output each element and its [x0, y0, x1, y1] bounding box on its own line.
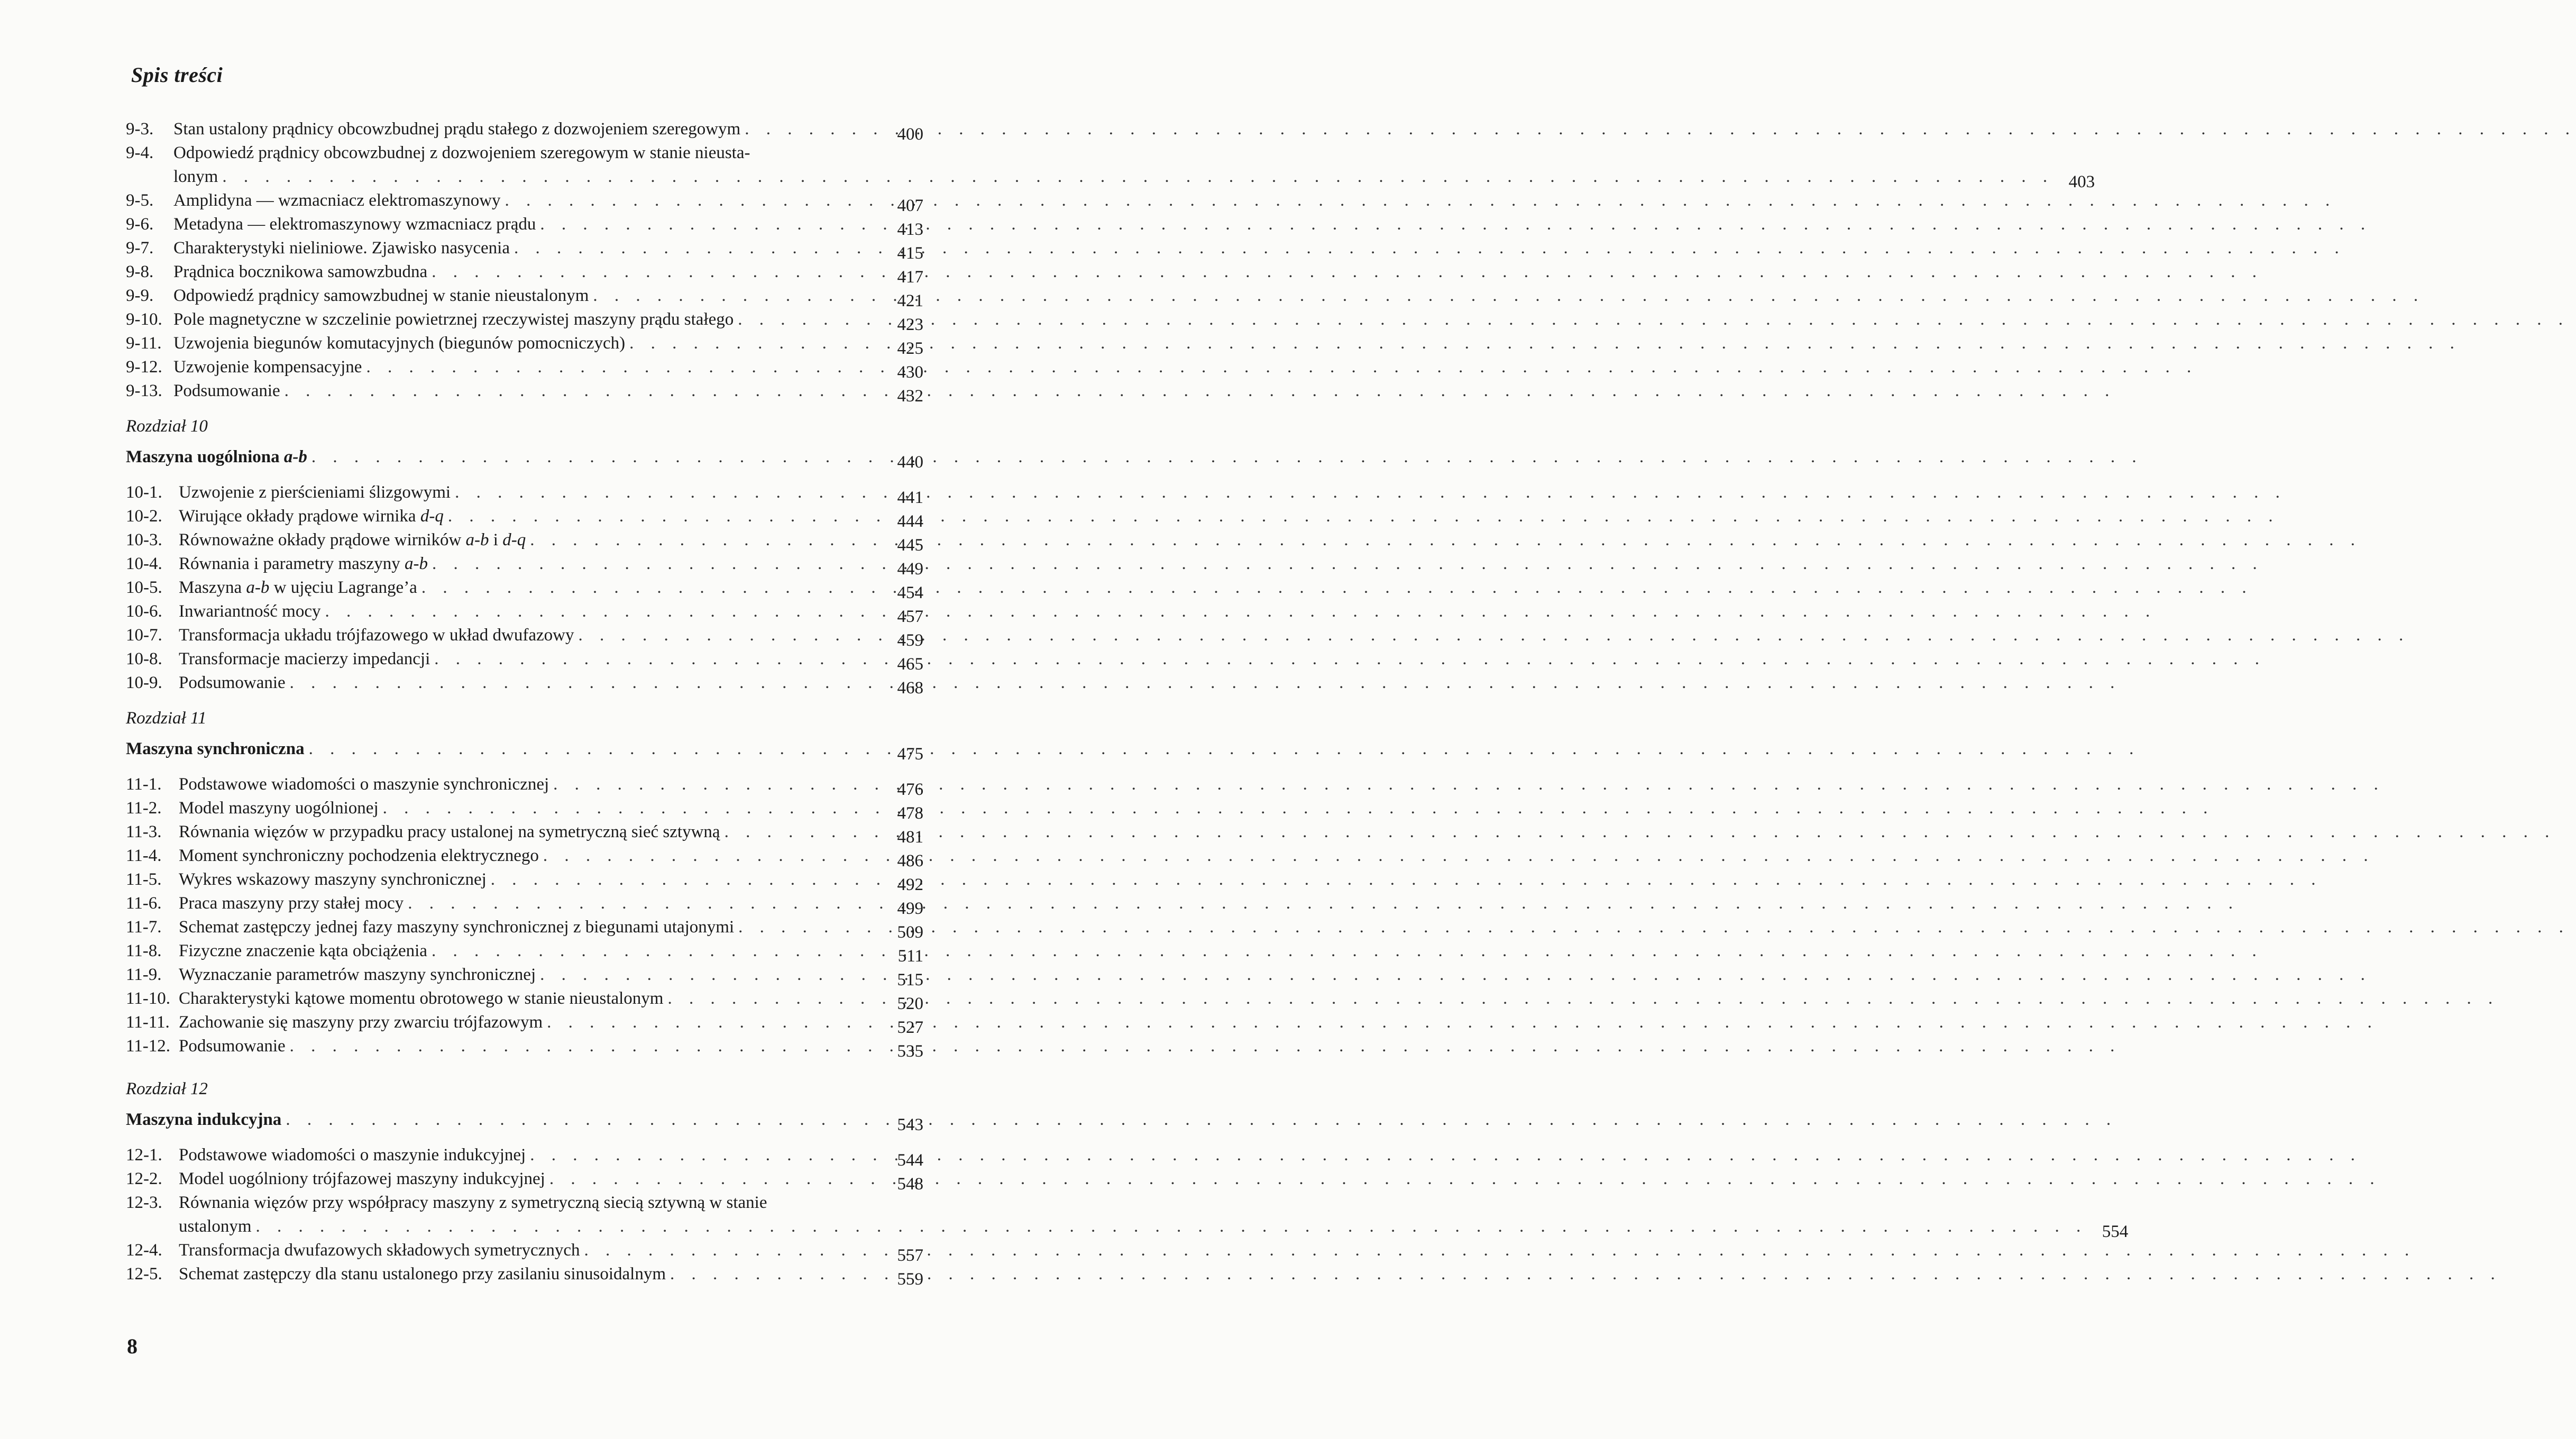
entry-number: 9-9.	[126, 286, 154, 305]
entry-page: 445	[897, 536, 923, 555]
leader-dots	[540, 963, 2371, 987]
toc-entry	[126, 1262, 923, 1289]
entry-page: 527	[897, 1018, 923, 1037]
toc-entry	[126, 796, 923, 823]
entry-page: 444	[897, 512, 923, 531]
toc-entry	[126, 1143, 923, 1170]
entry-number: 12-2.	[126, 1169, 162, 1188]
toc-entry	[126, 308, 923, 332]
entry-number: 10-3.	[126, 530, 162, 549]
entry-title	[179, 576, 417, 600]
leader-dots	[309, 737, 2140, 761]
chapter-title	[126, 445, 923, 472]
toc-entry	[126, 260, 923, 287]
entry-page: 465	[897, 655, 923, 674]
entry-number: 9-3.	[126, 120, 154, 139]
chapter-title-text: Maszyna synchroniczna	[126, 739, 305, 758]
entry-title: Schemat zastępczy jednej fazy maszyny synchronicznej z biegunami utajonymi	[179, 918, 735, 937]
entry-title: Uzwojenie z pierścieniami ślizgowymi	[179, 483, 451, 502]
leader-dots	[434, 647, 2266, 671]
entry-page: 509	[897, 923, 923, 942]
toc-entry	[126, 624, 923, 650]
entry-page: 548	[897, 1175, 923, 1194]
leader-dots	[514, 236, 2345, 260]
entry-title: Amplidyna — wzmacniacz elektromaszynowy	[173, 191, 501, 210]
entry-number: 12-5.	[126, 1264, 162, 1284]
leader-dots	[745, 117, 2576, 141]
entry-page: 415	[897, 244, 923, 263]
leader-dots	[593, 284, 2424, 308]
toc-entry	[126, 213, 923, 239]
entry-title-main: Wirujące okłady prądowe wirnika	[179, 507, 416, 526]
entry-number: 9-10.	[126, 310, 162, 329]
entry-number: 11-2.	[126, 799, 162, 818]
entry-number: 9-12.	[126, 358, 162, 377]
chapter-page: 475	[897, 745, 923, 764]
entry-title: Uzwojenia biegunów komutacyjnych (biegunów pomocniczych)	[173, 334, 626, 353]
entry-page: 403	[2068, 172, 2095, 191]
leader-dots	[222, 165, 2054, 189]
leader-dots	[530, 528, 2361, 552]
toc-entry	[126, 481, 923, 505]
entry-number: 10-4.	[126, 554, 162, 573]
entry-number: 9-7.	[126, 239, 154, 258]
leader-dots	[584, 1239, 2415, 1262]
toc-entry	[126, 987, 923, 1011]
entry-number: 11-11.	[126, 1013, 170, 1032]
entry-page: 441	[897, 488, 923, 507]
entry-title: Praca maszyny przy stałej mocy	[179, 894, 404, 913]
leader-dots	[432, 260, 2263, 284]
toc-entry	[126, 552, 923, 579]
entry-title: Fizyczne znaczenie kąta obciążenia	[179, 941, 427, 960]
entry-number: 11-4.	[126, 846, 162, 865]
entry-number: 10-1.	[126, 483, 162, 502]
entry-page: 535	[897, 1042, 923, 1061]
toc-entry	[126, 576, 923, 600]
leader-dots	[432, 939, 2263, 963]
toc-entry	[126, 1034, 923, 1061]
chapter-label: Rozdział 12	[126, 1079, 208, 1098]
entry-title: Model uogólniony trójfazowej maszyny indukcyjnej	[179, 1169, 545, 1188]
leader-dots	[455, 481, 2286, 505]
entry-title-pre: Maszyna	[179, 578, 246, 597]
entry-number: 10-8.	[126, 649, 162, 668]
chapter-title	[126, 737, 923, 764]
entry-number: 9-4.	[126, 143, 154, 162]
chapter-label: Rozdział 11	[126, 709, 207, 728]
entry-page: 413	[897, 220, 923, 239]
entry-page: 481	[897, 828, 923, 847]
entry-title: Metadyna — elektromaszynowy wzmacniacz prądu	[173, 215, 536, 234]
toc-entry	[126, 141, 2095, 191]
entry-page: 417	[897, 268, 923, 287]
toc-entry	[126, 355, 923, 382]
leader-dots	[578, 624, 2409, 647]
entry-title-main: w ujęciu Lagrange’a	[269, 578, 417, 597]
entry-page: 476	[897, 780, 923, 799]
entry-number: 9-8.	[126, 262, 154, 281]
chapter-title-italic: a-b	[283, 447, 307, 466]
entry-title-italic-2: d-q	[502, 530, 526, 549]
toc-entry	[126, 332, 923, 358]
entry-title: Odpowiedź prądnicy samowzbudnej w stanie nieustalonym	[173, 286, 589, 305]
entry-number: 9-6.	[126, 215, 154, 234]
page-number: 8	[127, 1334, 137, 1358]
chapter-title-main: Maszyna uogólniona	[126, 447, 280, 466]
entry-number: 11-5.	[126, 870, 162, 889]
toc-entry	[126, 773, 923, 799]
leader-dots	[408, 892, 2239, 915]
entry-page: 544	[897, 1151, 923, 1170]
toc-entry	[126, 189, 923, 213]
toc-entry	[126, 505, 923, 531]
entry-page: 468	[897, 679, 923, 698]
entry-title: Wykres wskazowy maszyny synchronicznej	[179, 870, 487, 889]
entry-page: 459	[897, 631, 923, 650]
toc-entry	[126, 528, 923, 555]
entry-title	[179, 552, 428, 576]
entry-number: 9-11.	[126, 334, 162, 353]
toc-entry	[126, 284, 923, 308]
leader-dots	[738, 308, 2569, 332]
entry-number: 11-1.	[126, 775, 162, 794]
leader-dots	[543, 844, 2375, 868]
entry-number: 10-5.	[126, 578, 162, 597]
entry-page: 432	[897, 387, 923, 406]
entry-title	[179, 528, 526, 552]
entry-title: Odpowiedź prądnicy obcowzbudnej z dozwojeniem szeregowym w stanie nieusta-	[173, 143, 750, 162]
leader-dots	[366, 355, 2197, 379]
leader-dots	[325, 600, 2157, 624]
entry-title: Podsumowanie	[179, 673, 286, 692]
entry-title: Charakterystyki nieliniowe. Zjawisko nasycenia	[173, 239, 510, 258]
entry-title: Równania więzów w przypadku pracy ustalonej na symetryczną sieć sztywną	[179, 822, 720, 841]
entry-page: 492	[897, 875, 923, 894]
entry-page: 449	[897, 560, 923, 579]
entry-title: Zachowanie się maszyny przy zwarciu trójfazowym	[179, 1013, 543, 1032]
toc-entry	[126, 1011, 923, 1037]
entry-number: 11-6.	[126, 894, 162, 913]
toc-entry	[126, 1239, 923, 1265]
entry-title-continued: lonym	[173, 167, 218, 186]
leader-dots	[549, 1167, 2381, 1191]
chapter-title-text: Maszyna indukcyjna	[126, 1110, 282, 1129]
entry-number: 11-12.	[126, 1037, 171, 1056]
entry-title-conjunction: i	[489, 530, 503, 549]
entry-number: 9-13.	[126, 381, 162, 400]
leader-dots	[738, 915, 2570, 939]
entry-page: 559	[897, 1270, 923, 1289]
entry-title: Równania więzów przy współpracy maszyny z symetryczną siecią sztywną w stanie	[179, 1193, 767, 1212]
toc-entry	[126, 820, 923, 847]
entry-page: 511	[897, 947, 923, 966]
leader-dots	[667, 987, 2499, 1011]
entry-page: 499	[897, 899, 923, 918]
entry-page: 557	[897, 1246, 923, 1265]
leader-dots	[383, 796, 2214, 820]
entry-page: 421	[897, 291, 923, 310]
leader-dots	[290, 1034, 2121, 1058]
leader-dots	[547, 1011, 2378, 1034]
leader-dots	[553, 773, 2385, 796]
entry-number: 11-10.	[126, 989, 171, 1008]
entry-number: 10-7.	[126, 626, 162, 645]
toc-entry	[126, 671, 923, 698]
leader-dots	[540, 213, 2371, 236]
chapter-title	[126, 1108, 923, 1132]
leader-dots	[448, 505, 2279, 528]
toc-entry	[126, 939, 923, 966]
entry-title: Podstawowe wiadomości o maszynie synchronicznej	[179, 775, 549, 794]
page-header: Spis treści	[131, 63, 223, 87]
entry-page: 520	[897, 994, 923, 1013]
entry-title: Transformacje macierzy impedancji	[179, 649, 430, 668]
entry-number: 10-2.	[126, 507, 162, 526]
entry-page: 425	[897, 339, 923, 358]
entry-title: Podsumowanie	[179, 1037, 286, 1056]
entry-title	[179, 505, 444, 528]
toc-entry	[126, 117, 923, 144]
entry-number: 11-9.	[126, 965, 162, 984]
entry-page: 457	[897, 607, 923, 626]
entry-title-italic: a-b	[246, 578, 270, 597]
entry-title: Schemat zastępczy dla stanu ustalonego przy zasilaniu sinusoidalnym	[179, 1264, 666, 1284]
entry-page: 430	[897, 363, 923, 382]
chapter-label: Rozdział 10	[126, 417, 208, 436]
entry-page: 423	[897, 315, 923, 334]
leader-dots	[256, 1215, 2087, 1239]
toc-entry	[126, 1191, 2129, 1241]
chapter-title-text	[126, 445, 307, 469]
entry-page: 486	[897, 851, 923, 870]
entry-title: Model maszyny uogólnionej	[179, 799, 379, 818]
entry-page: 454	[897, 583, 923, 602]
chapter-page: 440	[897, 453, 923, 472]
entry-title-continued: ustalonym	[179, 1217, 252, 1236]
toc-entry	[126, 1167, 923, 1194]
entry-number: 12-4.	[126, 1241, 162, 1260]
leader-dots	[432, 552, 2263, 576]
toc-entry	[126, 236, 923, 263]
entry-number: 11-8.	[126, 941, 162, 960]
entry-title: Wyznaczanie parametrów maszyny synchronicznej	[179, 965, 536, 984]
entry-title: Stan ustalony prądnicy obcowzbudnej prądu stałego z dozwojeniem szeregowym	[173, 120, 741, 139]
entry-title: Transformacja układu trójfazowego w układ dwufazowy	[179, 626, 574, 645]
entry-page: 554	[2102, 1222, 2129, 1241]
leader-dots	[311, 445, 2143, 469]
entry-title: Prądnica bocznikowa samowzbudna	[173, 262, 428, 281]
entry-title: Pole magnetyczne w szczelinie powietrznej rzeczywistej maszyny prądu stałego	[173, 310, 734, 329]
entry-page: 515	[897, 970, 923, 989]
entry-page: 400	[897, 125, 923, 144]
entry-title-italic: a-b	[405, 554, 428, 573]
leader-dots	[491, 868, 2322, 892]
toc-entry	[126, 379, 923, 406]
toc-entry	[126, 600, 923, 624]
entry-title-italic: d-q	[420, 507, 444, 526]
leader-dots	[285, 379, 2116, 403]
entry-title: Podsumowanie	[173, 381, 280, 400]
entry-number: 10-9.	[126, 673, 162, 692]
entry-number: 10-6.	[126, 602, 162, 621]
entry-number: 11-7.	[126, 918, 162, 937]
toc-entry	[126, 915, 923, 942]
table-of-contents	[126, 117, 2129, 1289]
entry-title: Uzwojenie kompensacyjne	[173, 358, 362, 377]
leader-dots	[290, 671, 2121, 695]
entry-title-main: Równania i parametry maszyny	[179, 554, 400, 573]
toc-entry	[126, 844, 923, 868]
toc-entry	[126, 647, 923, 674]
entry-title: Podstawowe wiadomości o maszynie indukcyjnej	[179, 1145, 526, 1165]
toc-entry	[126, 892, 923, 918]
entry-number: 12-1.	[126, 1145, 162, 1165]
entry-title: Transformacja dwufazowych składowych symetrycznych	[179, 1241, 580, 1260]
entry-title-main: Równoważne okłady prądowe wirników	[179, 530, 462, 549]
entry-title-italic: a-b	[465, 530, 489, 549]
entry-number: 9-5.	[126, 191, 154, 210]
leader-dots	[725, 820, 2556, 844]
entry-number: 11-3.	[126, 822, 162, 841]
leader-dots	[530, 1143, 2361, 1167]
leader-dots	[421, 576, 2253, 600]
entry-title: Inwariantność mocy	[179, 602, 321, 621]
chapter-page: 543	[897, 1115, 923, 1134]
entry-title: Charakterystyki kątowe momentu obrotowego w stanie nieustalonym	[179, 989, 664, 1008]
entry-page: 407	[897, 196, 923, 215]
entry-page: 478	[897, 804, 923, 823]
leader-dots	[670, 1262, 2501, 1286]
toc-entry	[126, 963, 923, 987]
entry-title: Moment synchroniczny pochodzenia elektrycznego	[179, 846, 539, 865]
leader-dots	[286, 1108, 2117, 1132]
toc-entry	[126, 868, 923, 892]
entry-number: 12-3.	[126, 1193, 162, 1212]
